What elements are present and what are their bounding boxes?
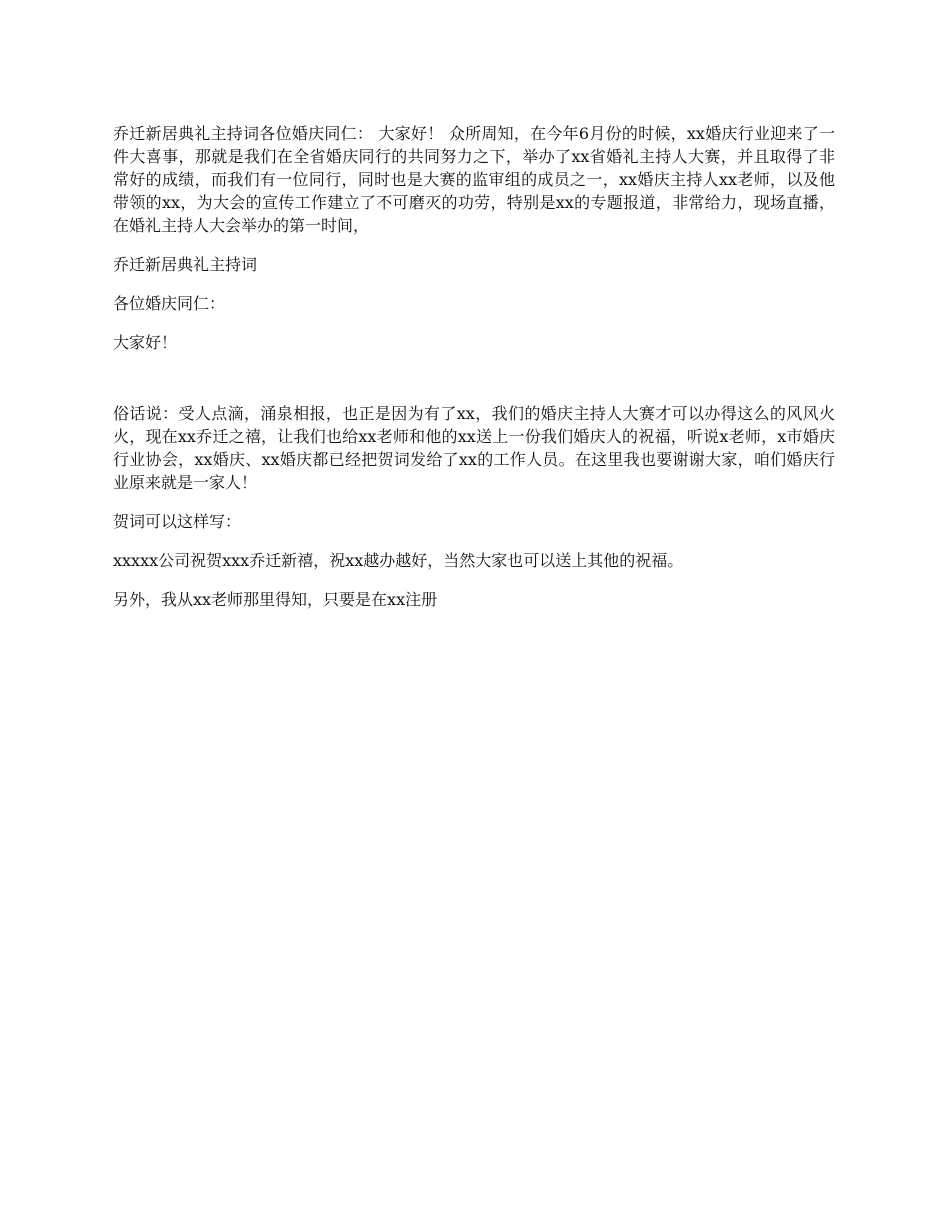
closing-paragraph: 另外，我从xx老师那里得知，只要是在xx注册 [113,590,438,609]
body-paragraph: 俗话说：受人点滴，涌泉相报，也正是因为有了xx，我们的婚庆主持人大赛才可以办得这么的风风火火，现在xx乔迁之禧，让我们也给xx老师和他的xx送上一份我们婚庆人的祝福，听说x老师，x市婚庆行业协会，xx婚庆、xx婚庆都已经把贺词发给了xx的工作人员。在这里我也要谢谢大家，咱们婚庆行业原来就是一家人！ [113,404,835,492]
intro-paragraph: 乔迁新居典礼主持词各位婚庆同仁： 大家好！ 众所周知，在今年6月份的时候，xx婚庆行业迎来了一件大喜事，那就是我们在全省婚庆同行的共同努力之下，举办了xx省婚礼主持人大赛，并且取得了非常好的成绩，而我们有一位同行，同时也是大赛的监审组的成员之一，xx婚庆主持人xx老师，以及他带领的xx，为大会的宣传工作建立了不可磨灭的功劳，特别是xx的专题报道，非常给力，现场直播，在婚礼主持人大会举办的第一时间， [113,124,835,235]
document-page [113,122,835,611]
section-title: 乔迁新居典礼主持词 [113,255,258,274]
greeting-example: xxxxx公司祝贺xxx乔迁新禧，祝xx越办越好，当然大家也可以送上其他的祝福。 [113,551,684,570]
greeting-format-label: 贺词可以这样写： [113,512,242,531]
salutation: 各位婚庆同仁： [113,294,226,313]
greeting: 大家好！ [113,333,178,352]
